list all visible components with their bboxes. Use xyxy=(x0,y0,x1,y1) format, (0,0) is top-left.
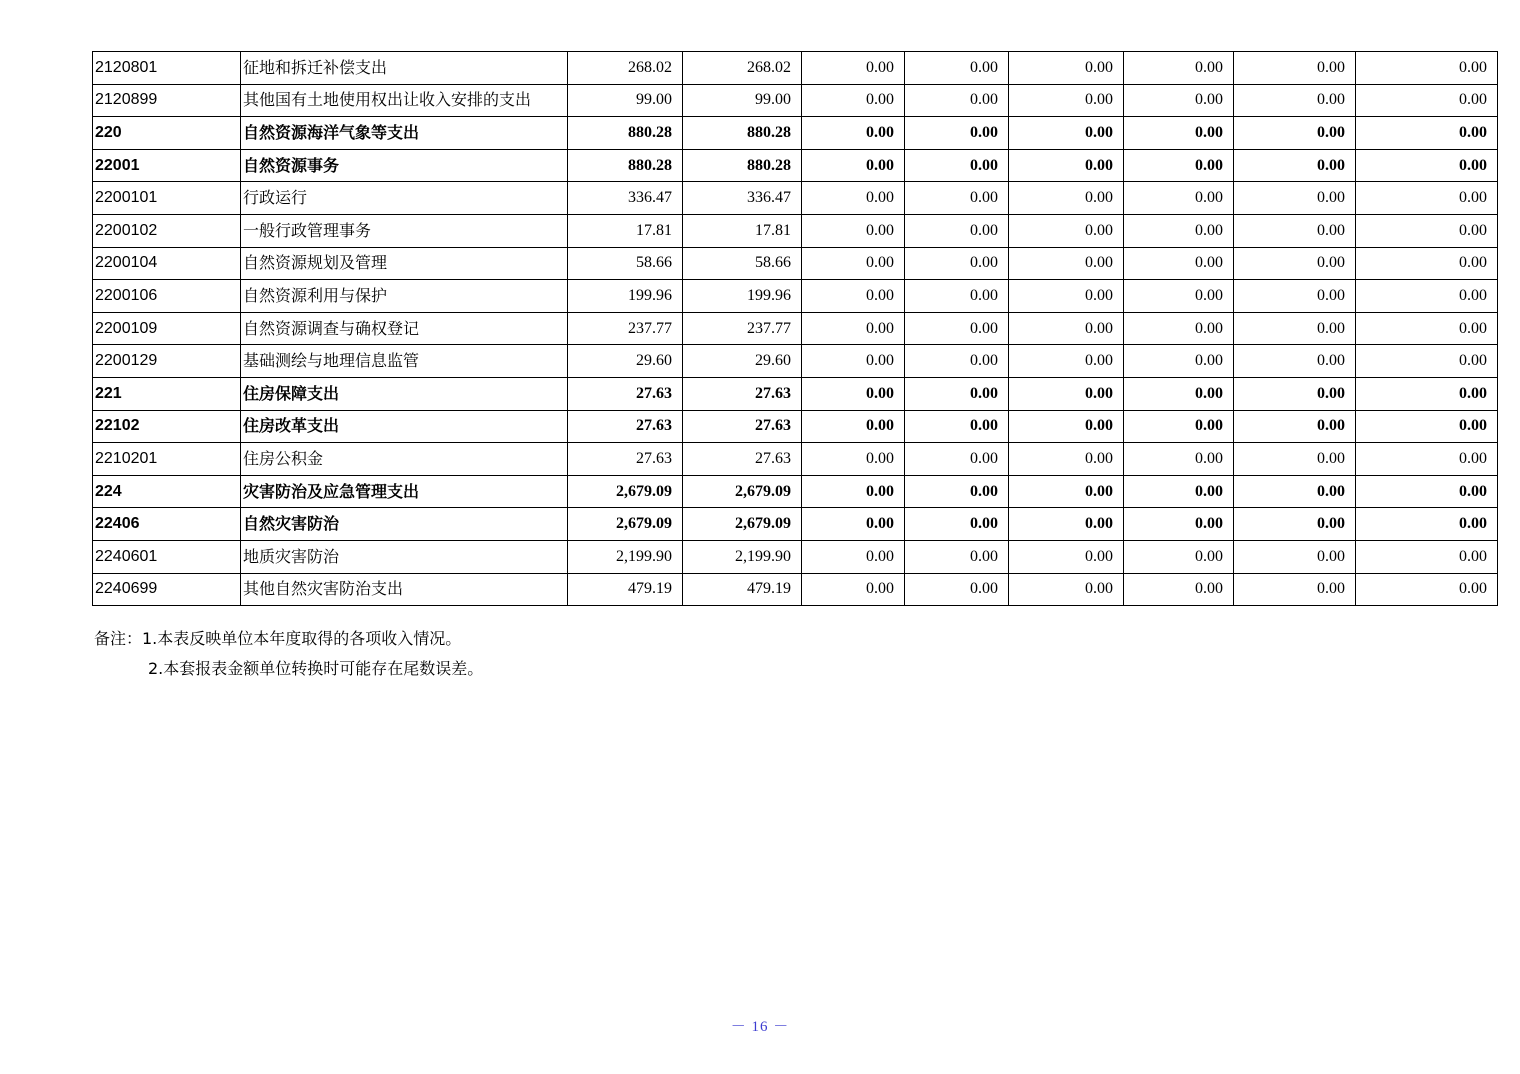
amount-cell: 0.00 xyxy=(1234,573,1356,606)
amount-cell: 0.00 xyxy=(802,247,905,280)
table-row xyxy=(93,312,1498,345)
amount-cell: 0.00 xyxy=(1234,117,1356,150)
amount-cell: 0.00 xyxy=(1356,280,1498,313)
amount-cell: 0.00 xyxy=(1009,149,1124,182)
subject-name-cell: 灾害防治及应急管理支出 xyxy=(241,475,568,508)
amount-cell: 880.28 xyxy=(568,117,683,150)
amount-cell: 0.00 xyxy=(802,214,905,247)
amount-cell: 0.00 xyxy=(1009,540,1124,573)
amount-cell: 0.00 xyxy=(802,52,905,85)
amount-cell: 0.00 xyxy=(1356,214,1498,247)
amount-cell: 2,199.90 xyxy=(683,540,802,573)
amount-cell: 0.00 xyxy=(905,214,1009,247)
amount-cell: 0.00 xyxy=(1124,540,1234,573)
table-row xyxy=(93,540,1498,573)
amount-cell: 479.19 xyxy=(683,573,802,606)
amount-cell: 0.00 xyxy=(1009,345,1124,378)
subject-code-cell: 2240601 xyxy=(93,540,241,573)
amount-cell: 0.00 xyxy=(802,345,905,378)
subject-code-cell: 2210201 xyxy=(93,443,241,476)
amount-cell: 0.00 xyxy=(1356,117,1498,150)
subject-code-cell: 2120801 xyxy=(93,52,241,85)
amount-cell: 27.63 xyxy=(568,377,683,410)
subject-name-cell: 地质灾害防治 xyxy=(241,540,568,573)
amount-cell: 0.00 xyxy=(802,84,905,117)
amount-cell: 880.28 xyxy=(568,149,683,182)
amount-cell: 0.00 xyxy=(1356,84,1498,117)
amount-cell: 199.96 xyxy=(568,280,683,313)
table-row xyxy=(93,508,1498,541)
subject-name-cell: 自然资源海洋气象等支出 xyxy=(241,117,568,150)
amount-cell: 0.00 xyxy=(1124,280,1234,313)
subject-name-cell: 自然资源利用与保护 xyxy=(241,280,568,313)
amount-cell: 0.00 xyxy=(1356,540,1498,573)
amount-cell: 0.00 xyxy=(802,117,905,150)
amount-cell: 0.00 xyxy=(905,377,1009,410)
table-row xyxy=(93,52,1498,85)
amount-cell: 0.00 xyxy=(1009,52,1124,85)
amount-cell: 99.00 xyxy=(568,84,683,117)
amount-cell: 0.00 xyxy=(905,573,1009,606)
table-row xyxy=(93,117,1498,150)
subject-name-cell: 征地和拆迁补偿支出 xyxy=(241,52,568,85)
subject-code-cell: 221 xyxy=(93,377,241,410)
table-row xyxy=(93,84,1498,117)
amount-cell: 99.00 xyxy=(683,84,802,117)
amount-cell: 0.00 xyxy=(1234,182,1356,215)
amount-cell: 0.00 xyxy=(1009,475,1124,508)
amount-cell: 0.00 xyxy=(1124,247,1234,280)
amount-cell: 237.77 xyxy=(683,312,802,345)
amount-cell: 0.00 xyxy=(1009,84,1124,117)
amount-cell: 0.00 xyxy=(1009,182,1124,215)
subject-code-cell: 2120899 xyxy=(93,84,241,117)
amount-cell: 0.00 xyxy=(1124,573,1234,606)
page-number: － 16 － xyxy=(730,1019,790,1035)
amount-cell: 237.77 xyxy=(568,312,683,345)
amount-cell: 0.00 xyxy=(1356,247,1498,280)
amount-cell: 0.00 xyxy=(1009,443,1124,476)
table-row xyxy=(93,247,1498,280)
amount-cell: 27.63 xyxy=(568,443,683,476)
amount-cell: 0.00 xyxy=(1234,377,1356,410)
amount-cell: 0.00 xyxy=(905,117,1009,150)
amount-cell: 0.00 xyxy=(1009,508,1124,541)
subject-name-cell: 行政运行 xyxy=(241,182,568,215)
amount-cell: 0.00 xyxy=(802,377,905,410)
amount-cell: 0.00 xyxy=(1124,312,1234,345)
subject-code-cell: 22102 xyxy=(93,410,241,443)
amount-cell: 0.00 xyxy=(905,508,1009,541)
table-body xyxy=(93,52,1498,606)
amount-cell: 2,679.09 xyxy=(568,475,683,508)
amount-cell: 0.00 xyxy=(802,475,905,508)
amount-cell: 0.00 xyxy=(1009,312,1124,345)
amount-cell: 0.00 xyxy=(905,52,1009,85)
amount-cell: 0.00 xyxy=(1234,84,1356,117)
amount-cell: 0.00 xyxy=(905,540,1009,573)
amount-cell: 0.00 xyxy=(1356,377,1498,410)
subject-code-cell: 2200102 xyxy=(93,214,241,247)
amount-cell: 27.63 xyxy=(568,410,683,443)
subject-code-cell: 22001 xyxy=(93,149,241,182)
subject-name-cell: 其他国有土地使用权出让收入安排的支出 xyxy=(241,84,568,117)
table-row xyxy=(93,573,1498,606)
amount-cell: 0.00 xyxy=(905,247,1009,280)
amount-cell: 0.00 xyxy=(1234,410,1356,443)
amount-cell: 0.00 xyxy=(1124,52,1234,85)
subject-code-cell: 2200106 xyxy=(93,280,241,313)
amount-cell: 0.00 xyxy=(905,345,1009,378)
amount-cell: 0.00 xyxy=(1234,214,1356,247)
subject-name-cell: 一般行政管理事务 xyxy=(241,214,568,247)
amount-cell: 0.00 xyxy=(1356,52,1498,85)
subject-code-cell: 224 xyxy=(93,475,241,508)
subject-name-cell: 其他自然灾害防治支出 xyxy=(241,573,568,606)
amount-cell: 2,199.90 xyxy=(568,540,683,573)
subject-code-cell: 2200104 xyxy=(93,247,241,280)
amount-cell: 27.63 xyxy=(683,443,802,476)
amount-cell: 0.00 xyxy=(1234,247,1356,280)
amount-cell: 0.00 xyxy=(1234,345,1356,378)
amount-cell: 0.00 xyxy=(1356,149,1498,182)
amount-cell: 0.00 xyxy=(1234,508,1356,541)
table-row xyxy=(93,280,1498,313)
amount-cell: 0.00 xyxy=(1234,475,1356,508)
table-row xyxy=(93,410,1498,443)
amount-cell: 0.00 xyxy=(1234,540,1356,573)
amount-cell: 0.00 xyxy=(1234,443,1356,476)
amount-cell: 0.00 xyxy=(1234,149,1356,182)
amount-cell: 0.00 xyxy=(905,182,1009,215)
amount-cell: 0.00 xyxy=(1009,377,1124,410)
amount-cell: 0.00 xyxy=(1009,214,1124,247)
amount-cell: 0.00 xyxy=(1356,573,1498,606)
amount-cell: 0.00 xyxy=(802,443,905,476)
amount-cell: 0.00 xyxy=(1234,280,1356,313)
amount-cell: 0.00 xyxy=(802,280,905,313)
subject-name-cell: 住房公积金 xyxy=(241,443,568,476)
amount-cell: 0.00 xyxy=(1124,214,1234,247)
amount-cell: 880.28 xyxy=(683,117,802,150)
amount-cell: 268.02 xyxy=(568,52,683,85)
amount-cell: 268.02 xyxy=(683,52,802,85)
subject-name-cell: 自然资源调查与确权登记 xyxy=(241,312,568,345)
table-row xyxy=(93,214,1498,247)
amount-cell: 0.00 xyxy=(905,475,1009,508)
subject-name-cell: 自然资源事务 xyxy=(241,149,568,182)
amount-cell: 0.00 xyxy=(905,312,1009,345)
amount-cell: 0.00 xyxy=(1124,508,1234,541)
amount-cell: 336.47 xyxy=(683,182,802,215)
amount-cell: 0.00 xyxy=(1234,52,1356,85)
subject-name-cell: 住房保障支出 xyxy=(241,377,568,410)
amount-cell: 17.81 xyxy=(683,214,802,247)
amount-cell: 58.66 xyxy=(568,247,683,280)
amount-cell: 0.00 xyxy=(1124,84,1234,117)
amount-cell: 0.00 xyxy=(905,149,1009,182)
amount-cell: 0.00 xyxy=(905,84,1009,117)
amount-cell: 336.47 xyxy=(568,182,683,215)
amount-cell: 0.00 xyxy=(1009,410,1124,443)
amount-cell: 29.60 xyxy=(568,345,683,378)
amount-cell: 0.00 xyxy=(1234,312,1356,345)
amount-cell: 0.00 xyxy=(1124,182,1234,215)
amount-cell: 0.00 xyxy=(802,312,905,345)
amount-cell: 0.00 xyxy=(1356,345,1498,378)
amount-cell: 0.00 xyxy=(1124,443,1234,476)
remark-line-2: 2.本套报表金额单位转换时可能存在尾数误差。 xyxy=(148,659,484,678)
table-row xyxy=(93,345,1498,378)
table-row xyxy=(93,377,1498,410)
amount-cell: 0.00 xyxy=(1356,443,1498,476)
amount-cell: 0.00 xyxy=(1124,117,1234,150)
amount-cell: 199.96 xyxy=(683,280,802,313)
amount-cell: 880.28 xyxy=(683,149,802,182)
amount-cell: 2,679.09 xyxy=(568,508,683,541)
table-row xyxy=(93,182,1498,215)
income-table xyxy=(92,51,1498,606)
subject-code-cell: 2240699 xyxy=(93,573,241,606)
table-row xyxy=(93,475,1498,508)
amount-cell: 0.00 xyxy=(802,182,905,215)
amount-cell: 0.00 xyxy=(802,540,905,573)
amount-cell: 0.00 xyxy=(1124,149,1234,182)
subject-name-cell: 基础测绘与地理信息监管 xyxy=(241,345,568,378)
amount-cell: 0.00 xyxy=(1356,312,1498,345)
amount-cell: 0.00 xyxy=(802,508,905,541)
amount-cell: 0.00 xyxy=(1356,182,1498,215)
subject-code-cell: 2200101 xyxy=(93,182,241,215)
subject-code-cell: 2200109 xyxy=(93,312,241,345)
amount-cell: 27.63 xyxy=(683,410,802,443)
amount-cell: 0.00 xyxy=(1009,247,1124,280)
amount-cell: 17.81 xyxy=(568,214,683,247)
amount-cell: 0.00 xyxy=(1356,410,1498,443)
subject-name-cell: 自然灾害防治 xyxy=(241,508,568,541)
table-row xyxy=(93,443,1498,476)
amount-cell: 0.00 xyxy=(1356,475,1498,508)
amount-cell: 0.00 xyxy=(1009,280,1124,313)
amount-cell: 0.00 xyxy=(802,573,905,606)
amount-cell: 2,679.09 xyxy=(683,475,802,508)
amount-cell: 27.63 xyxy=(683,377,802,410)
amount-cell: 0.00 xyxy=(1009,573,1124,606)
amount-cell: 0.00 xyxy=(802,410,905,443)
subject-code-cell: 22406 xyxy=(93,508,241,541)
table-row xyxy=(93,149,1498,182)
amount-cell: 58.66 xyxy=(683,247,802,280)
amount-cell: 0.00 xyxy=(1124,410,1234,443)
amount-cell: 0.00 xyxy=(802,149,905,182)
amount-cell: 0.00 xyxy=(1124,345,1234,378)
amount-cell: 2,679.09 xyxy=(683,508,802,541)
amount-cell: 0.00 xyxy=(905,280,1009,313)
amount-cell: 0.00 xyxy=(1124,377,1234,410)
subject-name-cell: 自然资源规划及管理 xyxy=(241,247,568,280)
amount-cell: 29.60 xyxy=(683,345,802,378)
amount-cell: 0.00 xyxy=(1124,475,1234,508)
amount-cell: 0.00 xyxy=(1356,508,1498,541)
subject-name-cell: 住房改革支出 xyxy=(241,410,568,443)
remark-line-1: 备注：1.本表反映单位本年度取得的各项收入情况。 xyxy=(94,629,462,648)
amount-cell: 479.19 xyxy=(568,573,683,606)
subject-code-cell: 220 xyxy=(93,117,241,150)
amount-cell: 0.00 xyxy=(1009,117,1124,150)
subject-code-cell: 2200129 xyxy=(93,345,241,378)
amount-cell: 0.00 xyxy=(905,410,1009,443)
amount-cell: 0.00 xyxy=(905,443,1009,476)
